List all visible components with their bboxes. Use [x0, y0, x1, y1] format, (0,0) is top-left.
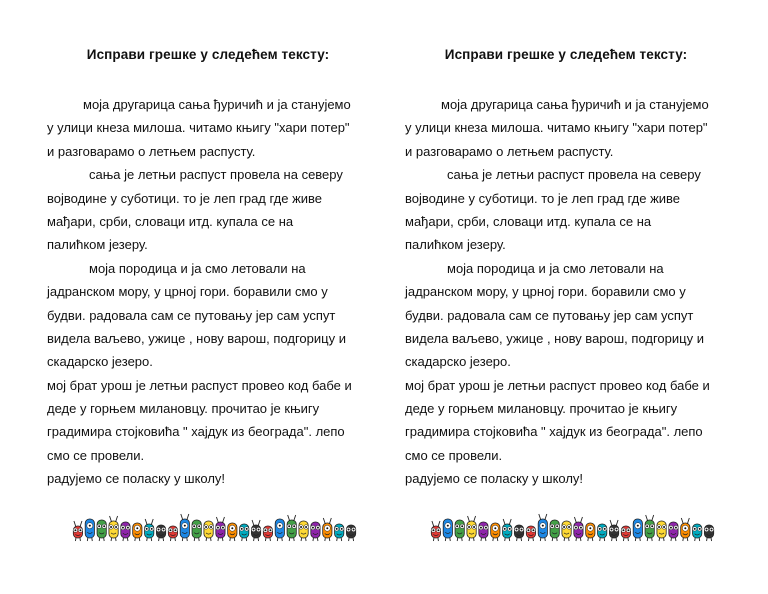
- monster-icon: [299, 521, 308, 541]
- worksheet-title: Исправи грешке у следећем тексту:: [86, 47, 330, 62]
- text-line: јадранском мору, у црној гори. боравили смо у: [405, 284, 686, 300]
- text-line: градимира стојковића " хајдук из београда". лепо: [47, 424, 345, 440]
- monster-icon: [73, 521, 82, 541]
- monster-icon: [526, 526, 535, 541]
- monster-icon: [323, 518, 332, 541]
- text-line: моја породица и ја смо летовали на: [447, 260, 664, 276]
- monster-icon: [502, 519, 511, 541]
- monster-icon: [657, 521, 666, 541]
- monster-border-icon: [72, 508, 357, 542]
- monster-border-icon: [430, 508, 715, 542]
- monster-icon: [704, 525, 713, 541]
- monster-icon: [574, 517, 583, 541]
- monster-icon: [121, 522, 130, 541]
- text-line: будви. радовала сам се путовању јер сам успут: [405, 307, 694, 323]
- monster-icon: [431, 521, 440, 541]
- monster-icon: [467, 516, 476, 541]
- monster-icon: [455, 520, 464, 541]
- monster-icon: [180, 514, 189, 541]
- text-line: палићком језеру.: [47, 237, 148, 253]
- text-line: јадранском мору, у црној гори. боравили смо у: [47, 284, 328, 300]
- monster-icon: [156, 525, 165, 541]
- worksheet-right: [405, 0, 735, 594]
- monster-icon: [443, 519, 452, 541]
- monster-icon: [97, 520, 106, 541]
- text-line: мој брат урош је летњи распуст провео код бабе и: [47, 377, 352, 393]
- monster-icon: [609, 520, 618, 541]
- monster-icon: [216, 517, 225, 541]
- monster-icon: [334, 524, 343, 541]
- monster-icon: [109, 516, 118, 541]
- monster-icon: [633, 519, 642, 541]
- monster-icon: [287, 515, 296, 541]
- monster-icon: [251, 520, 260, 541]
- text-line: мађари, срби, словаци итд. купала се на: [47, 213, 294, 229]
- text-line: радујемо се поласку у школу!: [47, 471, 226, 487]
- text-line: моја другарица сања ђуричић и ја станујемо: [83, 97, 351, 112]
- monster-icon: [597, 524, 606, 541]
- monster-icon: [538, 514, 547, 541]
- text-line: скадарско језеро.: [405, 354, 511, 370]
- monster-icon: [346, 525, 355, 541]
- text-line: мој брат урош је летњи распуст провео код бабе и: [405, 377, 710, 393]
- monster-icon: [479, 522, 488, 541]
- text-line: смо се провели.: [47, 447, 145, 463]
- monster-icon: [168, 526, 177, 541]
- text-line: деде у горњем милановцу. прочитао је књигу: [405, 401, 678, 417]
- monster-icon: [514, 525, 523, 541]
- text-line: скадарско језеро.: [47, 354, 153, 370]
- monster-icon: [85, 519, 94, 541]
- monster-icon: [192, 520, 201, 541]
- text-line: градимира стојковића " хајдук из београда". лепо: [405, 424, 703, 440]
- text-line: у улици кнеза милоша. читамо књигу "хари потер": [405, 120, 708, 136]
- monster-icon: [491, 523, 500, 541]
- monster-icon: [144, 519, 153, 541]
- worksheet-left: [47, 0, 377, 594]
- text-line: сања је летњи распуст провела на северу: [447, 167, 701, 183]
- text-line: палићком језеру.: [405, 237, 506, 253]
- monster-icon: [275, 519, 284, 541]
- worksheet-title: Исправи грешке у следећем тексту:: [444, 47, 688, 62]
- text-line: у улици кнеза милоша. читамо књигу "хари потер": [47, 120, 350, 136]
- monster-border-graphic: [72, 508, 357, 542]
- monster-icon: [263, 526, 272, 541]
- text-line: моја другарица сања ђуричић и ја станујемо: [441, 97, 709, 112]
- monster-border-graphic: [430, 508, 715, 542]
- monster-icon: [562, 521, 571, 541]
- text-line: будви. радовала сам се путовању јер сам успут: [47, 307, 336, 323]
- monster-icon: [621, 526, 630, 541]
- monster-icon: [204, 521, 213, 541]
- monster-icon: [228, 523, 237, 541]
- monster-icon: [133, 523, 142, 541]
- exercise-text: [47, 93, 377, 491]
- text-line: мађари, срби, словаци итд. купала се на: [405, 213, 652, 229]
- text-line: војводине у суботици. то је леп град где живе: [405, 190, 681, 206]
- text-line: војводине у суботици. то је леп град где живе: [47, 190, 323, 206]
- monster-icon: [669, 522, 678, 541]
- text-line: и разговарамо о летњем распусту.: [405, 143, 614, 159]
- text-line: видела ваљево, ужице , нову варош, подгорицу и: [47, 330, 346, 346]
- monster-icon: [681, 518, 690, 541]
- monster-icon: [550, 520, 559, 541]
- exercise-text: [405, 93, 735, 491]
- text-line: и разговарамо о летњем распусту.: [47, 143, 256, 159]
- text-line: моја породица и ја смо летовали на: [89, 260, 306, 276]
- text-line: смо се провели.: [405, 447, 503, 463]
- text-line: радујемо се поласку у школу!: [405, 471, 584, 487]
- text-line: сања је летњи распуст провела на северу: [89, 167, 343, 183]
- text-line: видела ваљево, ужице , нову варош, подгорицу и: [405, 330, 704, 346]
- monster-icon: [239, 524, 248, 541]
- monster-icon: [586, 523, 595, 541]
- monster-icon: [311, 522, 320, 541]
- text-line: деде у горњем милановцу. прочитао је књигу: [47, 401, 320, 417]
- monster-icon: [692, 524, 701, 541]
- monster-icon: [645, 515, 654, 541]
